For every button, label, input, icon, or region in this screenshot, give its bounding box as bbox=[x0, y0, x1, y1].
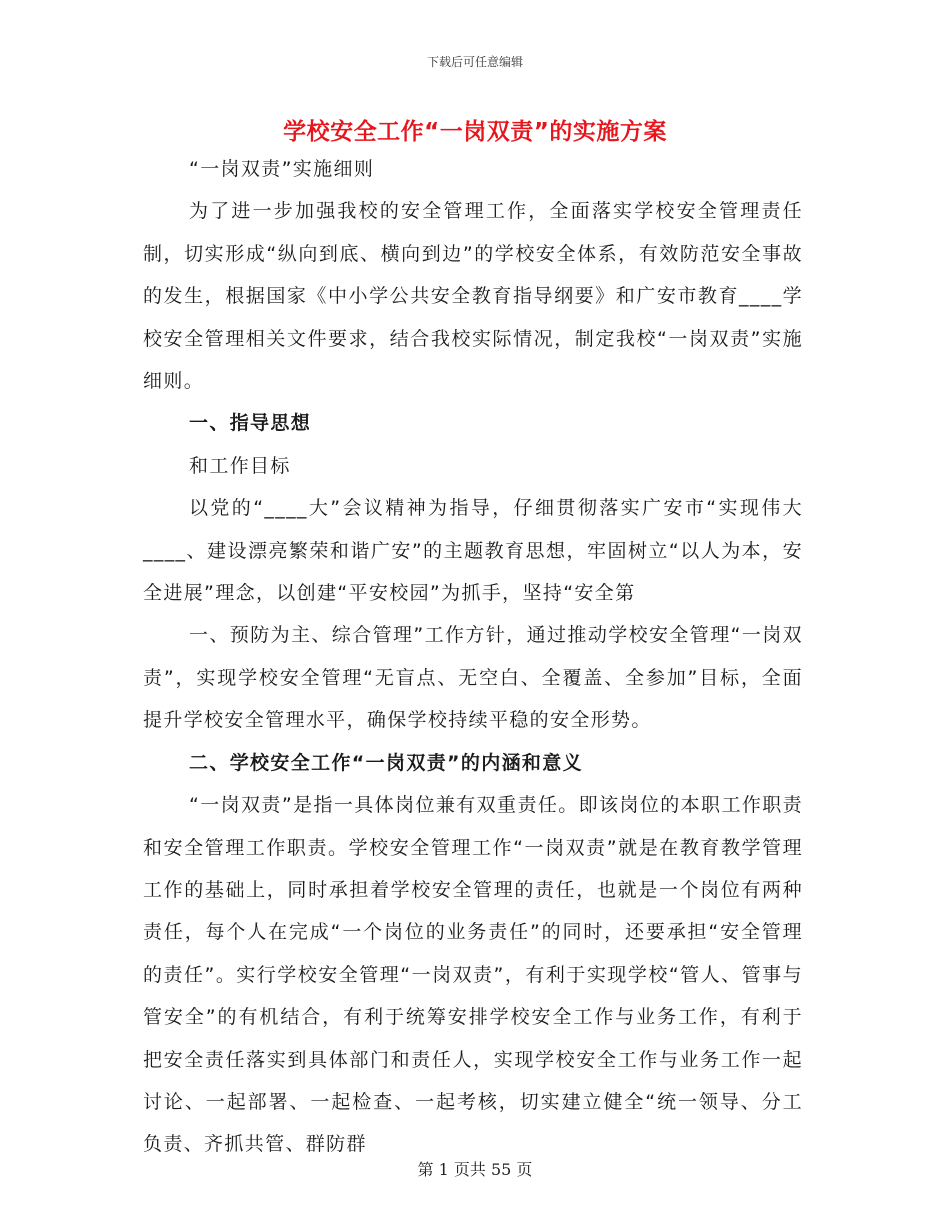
section-heading: 二、学校安全工作“一岗双责”的内涵和意义 bbox=[189, 751, 583, 774]
document-title: 学校安全工作“一岗双责”的实施方案 bbox=[283, 119, 667, 145]
paragraph: 一、预防为主、综合管理”工作方针，通过推动学校安全管理“一岗双责”，实现学校安全管理“无盲点、无空白、全覆盖、全参加”目标，全面提升学校安全管理水平，确保学校持续平稳的安全形势。 bbox=[143, 624, 803, 732]
paragraph: 为了进一步加强我校的安全管理工作，全面落实学校安全管理责任制，切实形成“纵向到底、横向到边”的学校安全体系，有效防范安全事故的发生，根据国家《中小学公共安全教育指导纲要》和广安市教育____学校安全管理相关文件要求，结合我校实际情况，制定我校“一岗双责”实施细则。 bbox=[143, 200, 803, 393]
paragraph: “一岗双责”实施细则 bbox=[189, 158, 375, 180]
document-body bbox=[143, 148, 803, 1166]
page-footer: 第 1 页共 55 页 bbox=[417, 1160, 533, 1179]
paragraph: 以党的“____大”会议精神为指导，仔细贯彻落实广安市“实现伟大____、建设漂亮繁荣和谐广安”的主题教育思想，牢固树立“以人为本，安全进展”理念，以创建“平安校园”为抓手，坚持“安全第 bbox=[143, 497, 803, 605]
page-header: 下载后可任意编辑 bbox=[426, 55, 523, 69]
section-heading: 一、指导思想 bbox=[189, 412, 312, 435]
paragraph: 和工作目标 bbox=[189, 454, 291, 477]
paragraph: “一岗双责”是指一具体岗位兼有双重责任。即该岗位的本职工作职责和安全管理工作职责。学校安全管理工作“一岗双责”就是在教育教学管理工作的基础上，同时承担着学校安全管理的责任，也就是一个岗位有两种责任，每个人在完成“一个岗位的业务责任”的同时，还要承担“安全管理的责任”。实行学校安全管理“一岗双责”，有利于实现学校“管人、管事与管安全”的有机结合，有利于统筹安排学校安全工作与业务工作，有利于把安全责任落实到具体部门和责任人，实现学校安全工作与业务工作一起讨论、一起部署、一起检查、一起考核，切实建立健全“统一领导、分工负责、齐抓共管、群防群 bbox=[143, 794, 803, 1156]
